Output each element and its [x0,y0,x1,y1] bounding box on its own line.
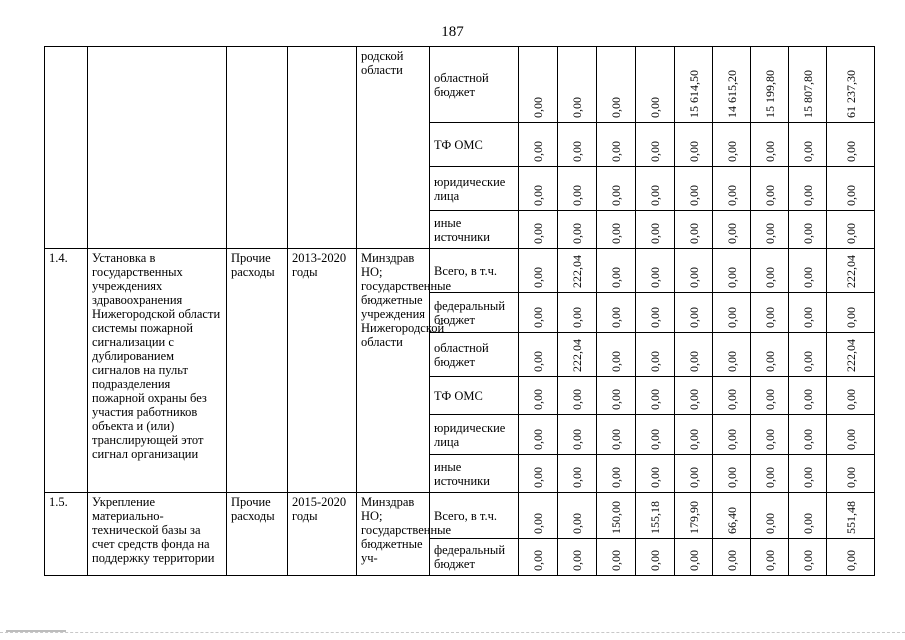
amount-value: 0,00 [609,307,623,328]
amount-value: 222,04 [570,339,584,372]
funding-source-cell: юридические лица [430,167,519,211]
amount-cell [751,249,789,293]
amount-value: 150,00 [609,501,623,534]
amount-cell [827,123,875,167]
amount-value: 0,00 [570,513,584,534]
amount-cell [558,123,597,167]
amount-cell [519,249,558,293]
amount-cell [519,493,558,539]
amount-cell [789,123,827,167]
amount-value: 222,04 [843,339,858,372]
amount-cell [827,211,875,249]
amount-cell [751,539,789,576]
amount-value: 0,00 [531,513,545,534]
amount-value: 0,00 [762,141,777,162]
amount-cell [827,415,875,455]
amount-cell [636,493,675,539]
amount-cell [675,333,713,377]
amount-cell [636,377,675,415]
amount-cell [558,293,597,333]
period-cell: 2013-2020 годы [288,249,357,493]
amount-cell [636,47,675,123]
amount-value: 0,00 [843,141,858,162]
item-name-cell: Установка в государственных учреждениях здравоохранения Нижегородской области системы пожарной сигнализации с дублированием сигналов на пульт подразделения пожарной охраны без участия работников объекта и (или) транслирующей этот сигнал организации [88,249,227,493]
amount-cell [597,167,636,211]
amount-value: 0,00 [570,141,584,162]
funding-source-cell: ТФ ОМС [430,377,519,415]
amount-value: 0,00 [800,223,815,244]
amount-value: 0,00 [648,389,662,410]
amount-value: 0,00 [800,351,815,372]
amount-cell [597,211,636,249]
amount-cell [751,167,789,211]
amount-value: 0,00 [648,185,662,206]
amount-cell [751,211,789,249]
amount-value: 0,00 [531,97,545,118]
amount-value: 0,00 [609,429,623,450]
amount-value: 15 807,80 [800,70,815,118]
amount-cell [597,249,636,293]
amount-cell [597,123,636,167]
amount-value: 0,00 [800,550,815,571]
amount-cell [519,539,558,576]
amount-cell [827,47,875,123]
amount-value: 0,00 [686,550,701,571]
funding-source-cell: областной бюджет [430,47,519,123]
amount-value: 0,00 [800,389,815,410]
amount-cell [789,493,827,539]
amount-cell [713,167,751,211]
amount-value: 14 615,20 [724,70,739,118]
amount-cell [519,455,558,493]
amount-cell [827,377,875,415]
amount-value: 0,00 [648,307,662,328]
amount-value: 0,00 [800,185,815,206]
amount-value: 0,00 [609,467,623,488]
amount-value: 0,00 [686,141,701,162]
amount-value: 0,00 [648,97,662,118]
amount-cell [713,211,751,249]
amount-value: 0,00 [531,351,545,372]
amount-cell [789,293,827,333]
amount-cell [558,455,597,493]
amount-cell [558,167,597,211]
amount-cell [558,211,597,249]
funding-source-cell: юридические лица [430,415,519,455]
budget-table [44,46,875,576]
amount-value: 0,00 [843,429,858,450]
amount-cell [636,293,675,333]
amount-cell [789,249,827,293]
amount-cell [751,415,789,455]
amount-value: 0,00 [686,467,701,488]
amount-value: 0,00 [531,223,545,244]
amount-value: 61 237,30 [843,70,858,118]
amount-value: 0,00 [609,389,623,410]
amount-value: 0,00 [843,389,858,410]
amount-cell [519,415,558,455]
table-row [45,249,875,293]
executor-cell: Минздрав НО; государственные бюджетные учреждения Нижегородской области [357,249,430,493]
period-cell [288,47,357,249]
amount-value: 0,00 [531,429,545,450]
amount-value: 179,90 [686,501,701,534]
amount-value: 0,00 [762,185,777,206]
amount-value: 66,40 [724,507,739,534]
amount-value: 222,04 [843,255,858,288]
amount-value: 0,00 [648,467,662,488]
amount-value: 0,00 [531,550,545,571]
amount-cell [751,455,789,493]
amount-cell [675,293,713,333]
amount-value: 222,04 [570,255,584,288]
amount-value: 0,00 [609,97,623,118]
amount-value: 0,00 [686,223,701,244]
amount-value: 0,00 [609,550,623,571]
funding-source-cell: Всего, в т.ч. [430,493,519,539]
amount-cell [789,333,827,377]
expense-type-cell: Прочие расходы [227,493,288,576]
amount-cell [636,539,675,576]
amount-value: 0,00 [570,223,584,244]
amount-cell [751,377,789,415]
funding-source-cell: федеральный бюджет [430,539,519,576]
amount-value: 0,00 [762,513,777,534]
amount-cell [636,333,675,377]
amount-cell [789,211,827,249]
amount-cell [558,539,597,576]
amount-value: 0,00 [570,97,584,118]
amount-value: 0,00 [609,351,623,372]
amount-cell [558,47,597,123]
item-name-cell: Укрепление материально-технической базы за счет средств фонда на поддержку территории [88,493,227,576]
amount-cell [558,377,597,415]
amount-cell [713,539,751,576]
amount-value: 0,00 [724,389,739,410]
amount-cell [519,333,558,377]
amount-cell [827,249,875,293]
scan-artifact-line [0,632,905,634]
amount-value: 0,00 [686,185,701,206]
amount-value: 0,00 [648,550,662,571]
amount-value: 0,00 [531,267,545,288]
amount-value: 0,00 [843,550,858,571]
amount-value: 0,00 [724,223,739,244]
amount-cell [713,123,751,167]
amount-cell [713,455,751,493]
amount-cell [597,47,636,123]
table-row [45,47,875,123]
executor-cell: Минздрав НО; государственные бюджетные уч- [357,493,430,576]
amount-cell [713,293,751,333]
amount-value: 0,00 [686,429,701,450]
amount-cell [558,249,597,293]
amount-value: 0,00 [724,185,739,206]
amount-value: 0,00 [648,429,662,450]
amount-value: 0,00 [531,185,545,206]
amount-cell [675,539,713,576]
funding-source-cell: Всего, в т.ч. [430,249,519,293]
amount-cell [558,415,597,455]
amount-cell [675,211,713,249]
amount-cell [713,249,751,293]
amount-value: 0,00 [724,467,739,488]
amount-cell [597,415,636,455]
amount-cell [675,123,713,167]
amount-cell [519,377,558,415]
funding-source-cell: федеральный бюджет [430,293,519,333]
amount-cell [789,47,827,123]
amount-value: 0,00 [609,267,623,288]
amount-value: 0,00 [686,389,701,410]
funding-source-cell: ТФ ОМС [430,123,519,167]
expense-type-cell [227,47,288,249]
amount-cell [827,493,875,539]
amount-value: 0,00 [762,429,777,450]
amount-value: 0,00 [686,351,701,372]
amount-cell [827,333,875,377]
amount-cell [713,493,751,539]
amount-value: 0,00 [724,351,739,372]
table-row [45,493,875,539]
amount-value: 0,00 [843,467,858,488]
amount-value: 0,00 [762,307,777,328]
scan-artifact-mark [6,630,66,632]
amount-value: 0,00 [724,429,739,450]
amount-cell [751,47,789,123]
amount-value: 0,00 [800,141,815,162]
amount-value: 0,00 [843,185,858,206]
amount-cell [713,415,751,455]
amount-cell [789,377,827,415]
amount-value: 551,48 [843,501,858,534]
amount-cell [675,167,713,211]
amount-value: 0,00 [724,267,739,288]
amount-value: 0,00 [762,550,777,571]
amount-value: 0,00 [762,351,777,372]
amount-cell [519,211,558,249]
amount-value: 0,00 [570,389,584,410]
amount-cell [789,455,827,493]
amount-cell [713,47,751,123]
amount-cell [558,333,597,377]
amount-value: 0,00 [686,267,701,288]
amount-cell [519,293,558,333]
amount-cell [636,211,675,249]
amount-cell [597,455,636,493]
page-number: 187 [441,24,464,40]
amount-cell [751,123,789,167]
amount-value: 0,00 [570,307,584,328]
amount-cell [636,123,675,167]
amount-value: 0,00 [648,223,662,244]
amount-cell [789,415,827,455]
amount-value: 155,18 [648,501,662,534]
amount-cell [713,377,751,415]
amount-cell [751,293,789,333]
amount-cell [675,493,713,539]
amount-value: 0,00 [843,307,858,328]
amount-value: 0,00 [724,141,739,162]
amount-value: 0,00 [531,307,545,328]
amount-value: 0,00 [570,429,584,450]
amount-cell [675,415,713,455]
amount-cell [675,455,713,493]
amount-value: 0,00 [800,267,815,288]
item-number-cell [45,47,88,249]
executor-cell: родской области [357,47,430,249]
expense-type-cell: Прочие расходы [227,249,288,493]
amount-value: 0,00 [800,513,815,534]
amount-value: 0,00 [531,389,545,410]
amount-cell [827,455,875,493]
period-cell: 2015-2020 годы [288,493,357,576]
amount-value: 0,00 [724,307,739,328]
amount-cell [713,333,751,377]
amount-value: 0,00 [570,550,584,571]
funding-source-cell: областной бюджет [430,333,519,377]
amount-value: 15 614,50 [686,70,701,118]
amount-cell [675,47,713,123]
amount-cell [519,47,558,123]
amount-value: 0,00 [800,467,815,488]
amount-value: 0,00 [531,141,545,162]
amount-value: 0,00 [648,267,662,288]
amount-value: 0,00 [686,307,701,328]
amount-value: 0,00 [762,267,777,288]
amount-cell [827,293,875,333]
amount-value: 0,00 [609,141,623,162]
amount-cell [675,249,713,293]
amount-value: 0,00 [570,185,584,206]
amount-value: 0,00 [531,467,545,488]
item-number-cell: 1.5. [45,493,88,576]
amount-cell [558,493,597,539]
amount-value: 0,00 [762,223,777,244]
amount-cell [751,333,789,377]
amount-cell [675,377,713,415]
funding-source-cell: иные источники [430,455,519,493]
amount-cell [636,415,675,455]
amount-value: 0,00 [609,185,623,206]
amount-value: 0,00 [843,223,858,244]
amount-cell [597,539,636,576]
amount-value: 0,00 [762,467,777,488]
amount-cell [636,249,675,293]
amount-value: 0,00 [648,351,662,372]
amount-cell [597,293,636,333]
item-name-cell [88,47,227,249]
amount-cell [597,333,636,377]
amount-cell [636,167,675,211]
amount-cell [827,167,875,211]
amount-value: 0,00 [570,467,584,488]
amount-value: 15 199,80 [762,70,777,118]
amount-value: 0,00 [724,550,739,571]
amount-cell [636,455,675,493]
amount-cell [827,539,875,576]
amount-cell [789,539,827,576]
amount-value: 0,00 [800,307,815,328]
amount-cell [519,167,558,211]
amount-cell [597,493,636,539]
amount-cell [751,493,789,539]
amount-value: 0,00 [762,389,777,410]
amount-value: 0,00 [800,429,815,450]
item-number-cell: 1.4. [45,249,88,493]
amount-cell [597,377,636,415]
amount-value: 0,00 [609,223,623,244]
amount-cell [519,123,558,167]
amount-cell [789,167,827,211]
amount-value: 0,00 [648,141,662,162]
funding-source-cell: иные источники [430,211,519,249]
